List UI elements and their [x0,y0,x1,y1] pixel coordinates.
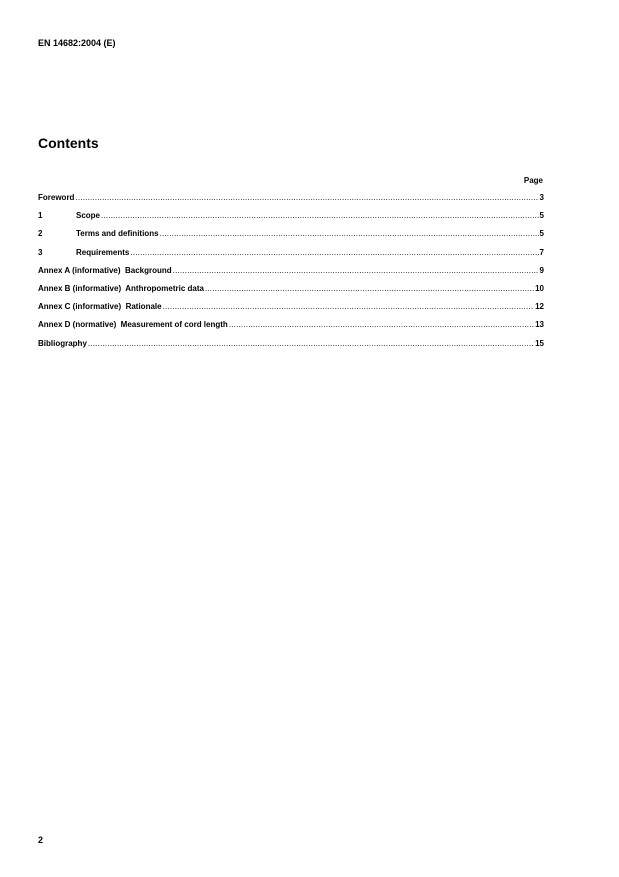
toc-entry-annex-d[interactable] [38,320,544,338]
toc-entry-page: 5 [539,229,544,239]
toc-dot-leader [229,320,534,329]
toc-entry-page: 12 [535,302,544,312]
document-header: EN 14682:2004 (E) [38,38,116,48]
toc-entry-annex-c[interactable] [38,302,544,320]
toc-entry-label: Requirements [76,247,130,257]
toc-dot-leader [130,248,538,257]
page-title: Contents [38,135,99,151]
toc-dot-leader [160,229,539,238]
table-of-contents [38,193,544,357]
toc-entry-number: 2 [38,229,43,239]
toc-entry-label: Annex C (informative) Rationale [38,302,162,312]
page-column-label: Page [523,176,543,185]
toc-entry-foreword[interactable] [38,193,544,211]
toc-entry-label: Scope [76,211,101,221]
toc-entry-label: Terms and definitions [76,229,159,239]
toc-dot-leader [101,211,539,220]
toc-entry-page: 10 [535,283,544,293]
toc-entry-page: 9 [539,265,544,275]
toc-entry-page: 7 [539,247,544,257]
toc-dot-leader [75,193,538,202]
toc-entry-label: Annex A (informative) Background [38,265,172,275]
toc-entry-page: 3 [539,193,544,202]
toc-dot-leader [205,284,534,293]
toc-entry-number: 1 [38,211,43,221]
toc-entry-annex-b[interactable] [38,284,544,302]
toc-entry-page: 15 [535,338,544,348]
toc-entry-terms-and-definitions[interactable] [38,229,544,247]
toc-entry-label: Annex D (normative) Measurement of cord length [38,320,228,330]
toc-entry-page: 5 [539,211,544,221]
toc-entry-bibliography[interactable] [38,339,544,357]
page-number: 2 [38,835,44,845]
toc-entry-requirements[interactable] [38,248,544,266]
toc-dot-leader [173,266,539,275]
toc-dot-leader [88,339,534,348]
toc-entry-label: Foreword [38,193,75,202]
toc-entry-number: 3 [38,247,43,257]
toc-entry-label: Bibliography [38,338,87,348]
toc-entry-page: 13 [535,320,544,330]
toc-entry-scope[interactable] [38,211,544,229]
toc-dot-leader [163,302,535,311]
toc-entry-annex-a[interactable] [38,266,544,284]
toc-entry-label: Annex B (informative) Anthropometric data [38,283,204,293]
